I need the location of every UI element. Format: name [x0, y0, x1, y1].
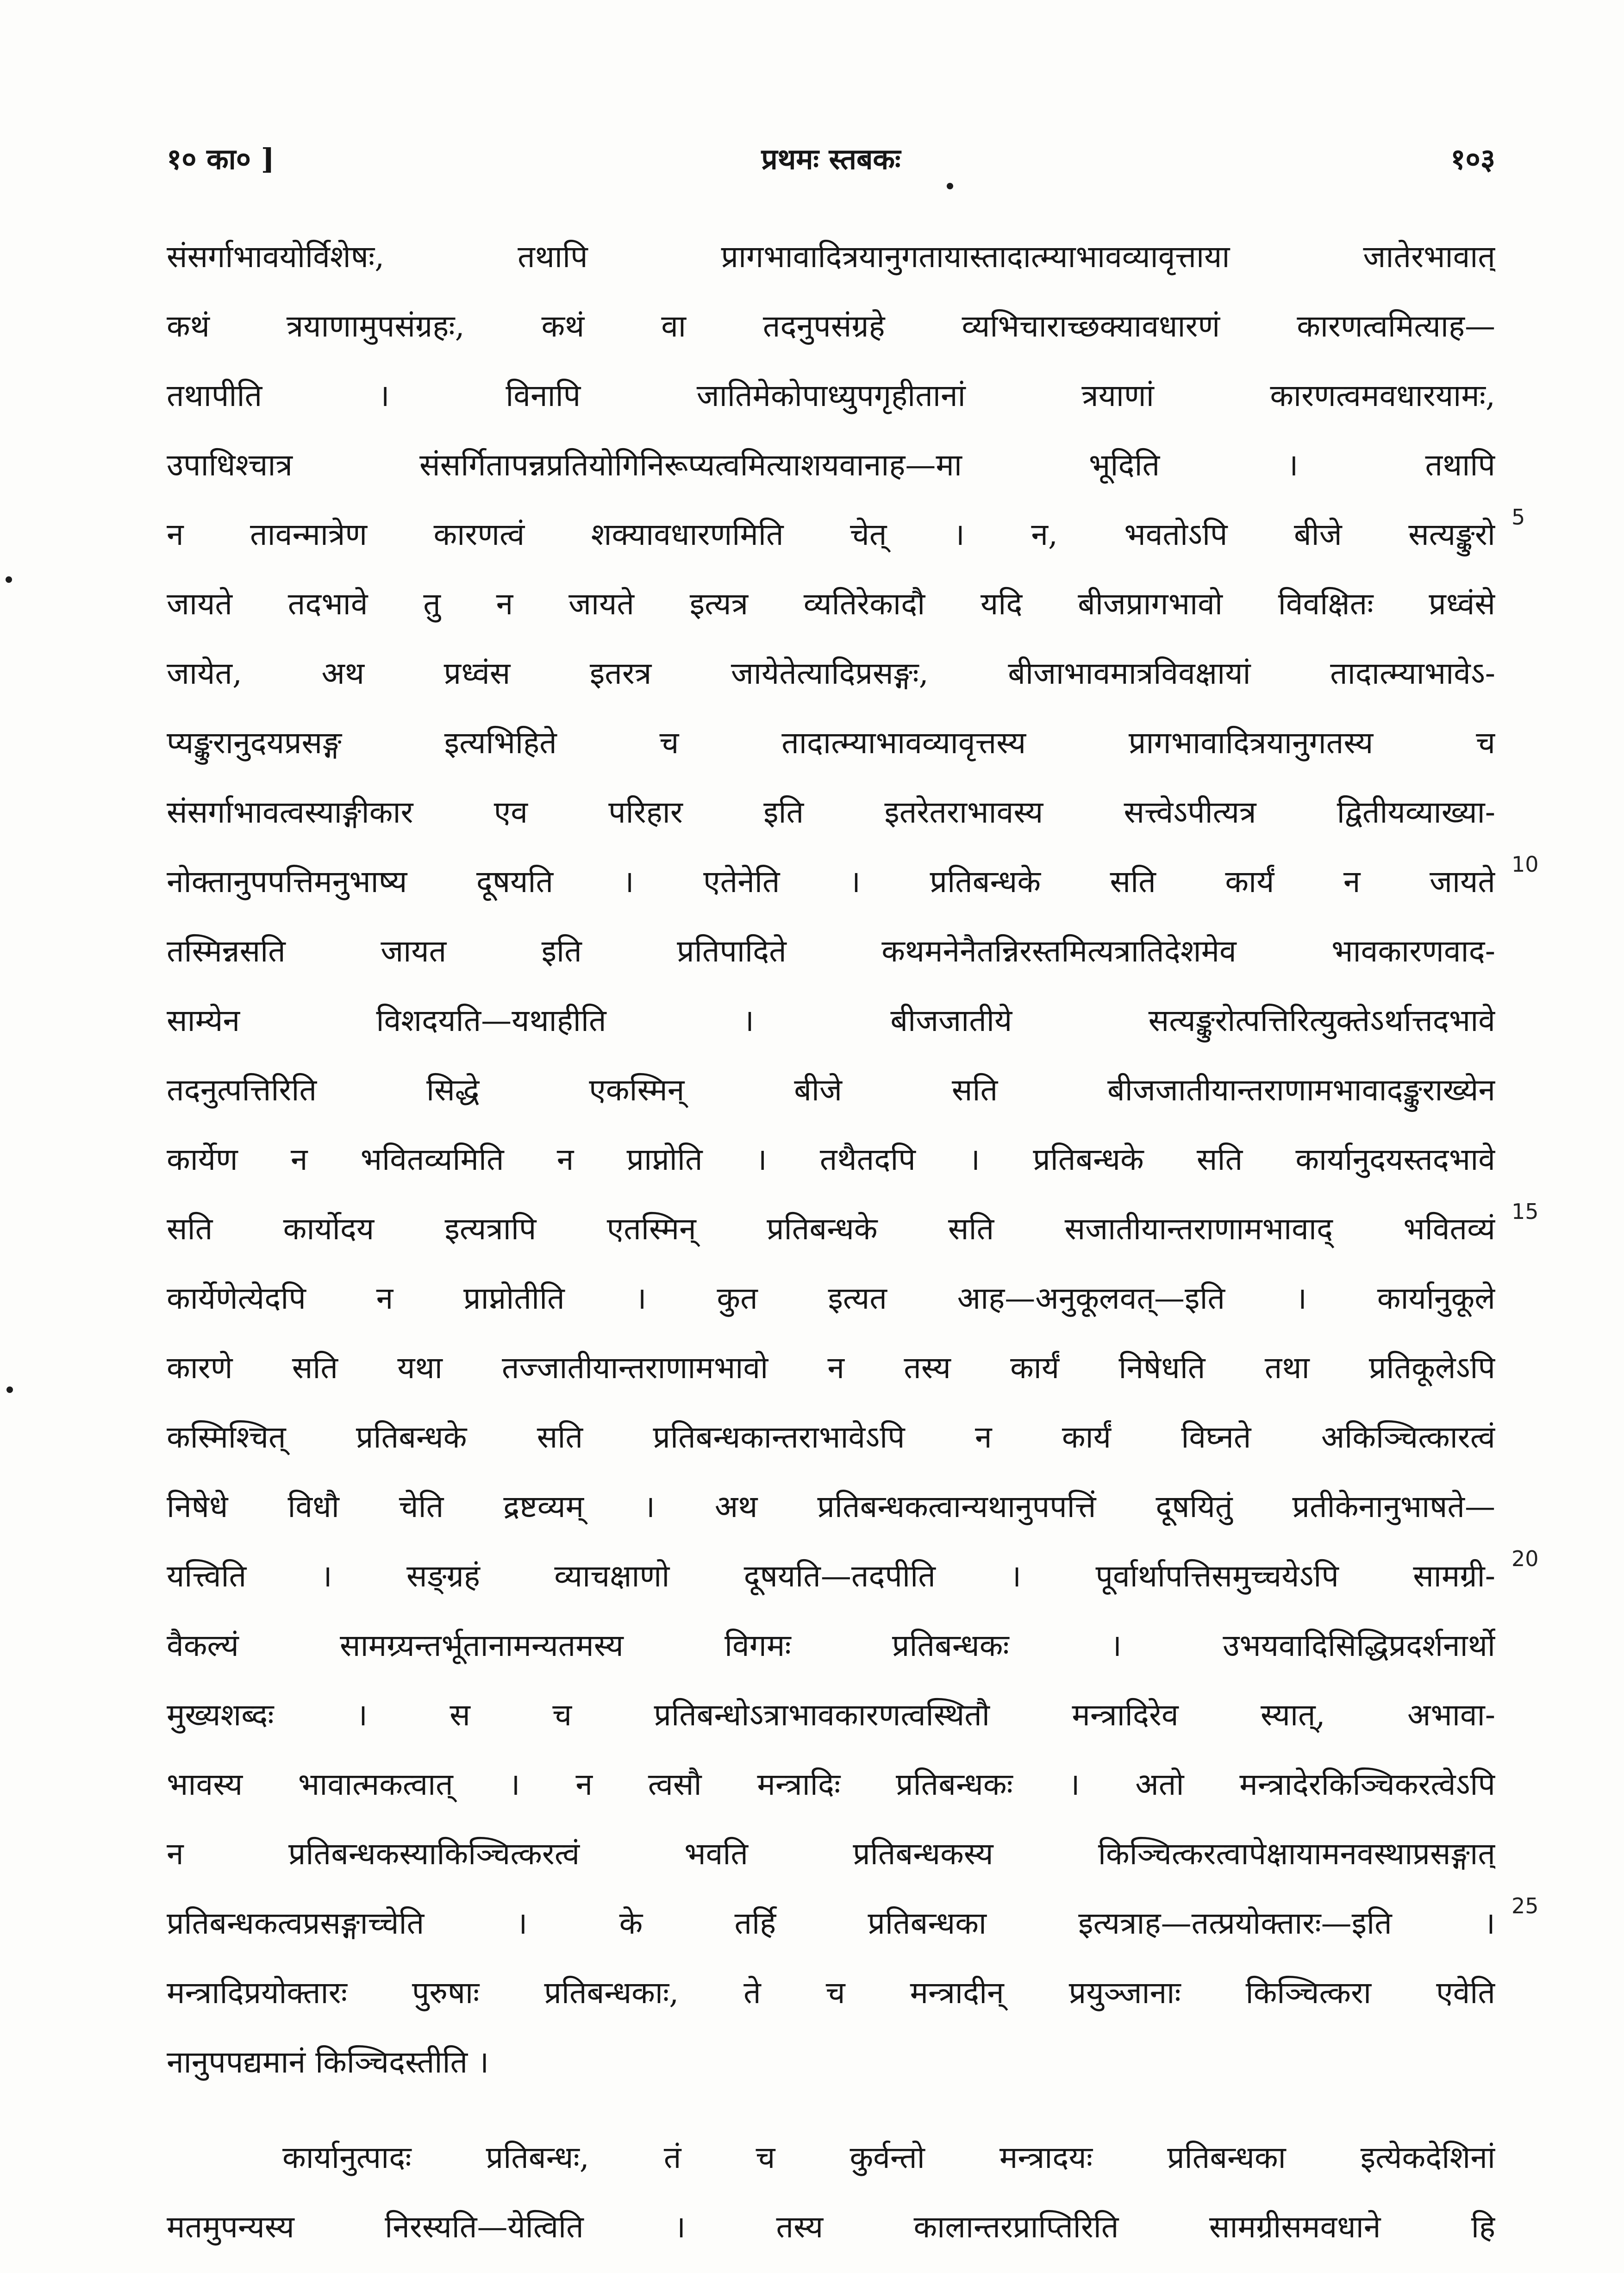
print-speck [6, 1386, 13, 1393]
text-line: कार्येण न भवितव्यमिति न प्राप्नोति । तथैतदपि । प्रतिबन्धके सति कार्यानुदयस्तदभावे [167, 1142, 1495, 1177]
margin-line-number: 15 [1512, 1199, 1539, 1224]
text-line: कस्मिश्चित् प्रतिबन्धके सति प्रतिबन्धकान्तराभावेऽपि न कार्यं विघ्नते अकिञ्चित्कारत्वं [167, 1419, 1495, 1455]
text-line: सति कार्योदय इत्यत्रापि एतस्मिन् प्रतिबन्धके सति सजातीयान्तराणामभावाद् भवितव्यं [167, 1211, 1495, 1247]
text-line: संसर्गाभावयोर्विशेषः, तथापि प्रागभावादित्रयानुगतायास्तादात्म्याभावव्यावृत्ताया जातेरभावात् [167, 239, 1495, 275]
text-line: जायेत, अथ प्रध्वंस इतरत्र जायेतेत्यादिप्रसङ्गः, बीजाभावमात्रविवक्षायां तादात्म्याभावेऽ- [167, 656, 1495, 691]
text-line: प्रतिबन्धकत्वप्रसङ्गाच्चेति । के तर्हि प्रतिबन्धका इत्यत्राह—तत्प्रयोक्तारः—इति । [167, 1905, 1495, 1941]
text-line: मतमुपन्यस्य निरस्यति—येत्विति । तस्य कालान्तरप्राप्तिरिति सामग्रीसमवधाने हि [167, 2209, 1495, 2245]
text-line: न तावन्मात्रेण कारणत्वं शक्यावधारणमिति चेत् । न, भवतोऽपि बीजे सत्यङ्कुरो [167, 517, 1495, 552]
print-speck [947, 183, 953, 189]
margin-line-number: 10 [1512, 852, 1539, 877]
margin-line-number: 20 [1512, 1546, 1539, 1571]
running-header [167, 139, 1495, 190]
text-line: कथं त्रयाणामुपसंग्रहः, कथं वा तदनुपसंग्रहे व्यभिचाराच्छक्यावधारणं कारणत्वमित्याह— [167, 308, 1495, 344]
margin-line-number: 5 [1512, 505, 1525, 530]
text-line: नोक्तानुपपत्तिमनुभाष्य दूषयति । एतेनेति । प्रतिबन्धके सति कार्यं न जायते [167, 864, 1495, 899]
text-line: तस्मिन्नसति जायत इति प्रतिपादिते कथमनेनैतन्निरस्तमित्यत्रातिदेशमेव भावकारणवाद- [167, 933, 1495, 969]
margin-line-number: 25 [1512, 1893, 1539, 1918]
text-line: भावस्य भावात्मकत्वात् । न त्वसौ मन्त्रादिः प्रतिबन्धकः । अतो मन्त्रादेरकिञ्चिकरत्वेऽपि [167, 1767, 1495, 1802]
text-line: मन्त्रादिप्रयोक्तारः पुरुषाः प्रतिबन्धकाः, ते च मन्त्रादीन् प्रयुञ्जानाः किञ्चित्करा एवेति [167, 1975, 1495, 2011]
text-line: कारणे सति यथा तज्जातीयान्तराणामभावो न तस्य कार्यं निषेधति तथा प्रतिकूलेऽपि [167, 1350, 1495, 1386]
text-line: उपाधिश्चात्र संसर्गितापन्नप्रतियोगिनिरूप्यत्वमित्याशयवानाह—मा भूदिति । तथापि [167, 447, 1495, 483]
text-line: मुख्यशब्दः । स च प्रतिबन्धोऽत्राभावकारणत्वस्थितौ मन्त्रादिरेव स्यात्, अभावा- [167, 1697, 1495, 1733]
text-line: निषेधे विधौ चेति द्रष्टव्यम् । अथ प्रतिबन्धकत्वान्यथानुपपत्तिं दूषयितुं प्रतीकेनानुभाषते— [167, 1489, 1495, 1524]
text-line: जायते तदभावे तु न जायते इत्यत्र व्यतिरेकादौ यदि बीजप्रागभावो विवक्षितः प्रध्वंसे [167, 586, 1495, 622]
text-line: यत्त्विति । सङ्ग्रहं व्याचक्षाणो दूषयति—तदपीति । पूर्वार्थापत्तिसमुच्चयेऽपि सामग्री- [167, 1558, 1495, 1594]
text-line: तदनुत्पत्तिरिति सिद्धे एकस्मिन् बीजे सति बीजजातीयान्तराणामभावादङ्कुराख्येन [167, 1072, 1495, 1108]
text-line: तथापीति । विनापि जातिमेकोपाध्युपगृहीतानां त्रयाणां कारणत्वमवधारयामः, [167, 378, 1495, 413]
text-line: कार्यानुत्पादः प्रतिबन्धः, तं च कुर्वन्तो मन्त्रादयः प्रतिबन्धका इत्येकदेशिनां [282, 2140, 1495, 2175]
section-reference: १० का० ] [167, 142, 275, 176]
text-line: प्यङ्कुरानुदयप्रसङ्ग इत्यभिहिते च तादात्म्याभावव्यावृत्तस्य प्रागभावादित्रयानुगतस्य च [167, 725, 1495, 761]
text-line: संसर्गाभावत्वस्याङ्गीकार एव परिहार इति इतरेतराभावस्य सत्त्वेऽपीत्यत्र द्वितीयव्याख्या- [167, 794, 1495, 830]
text-line: न प्रतिबन्धकस्याकिञ्चित्करत्वं भवति प्रतिबन्धकस्य किञ्चित्करत्वापेक्षायामनवस्थाप्रसङ्गात् [167, 1836, 1495, 1872]
commentary-text [167, 222, 1495, 2262]
text-line: कार्येणेत्येदपि न प्राप्नोतीति । कुत इत्यत आह—अनुकूलवत्—इति । कार्यानुकूले [167, 1280, 1495, 1316]
chapter-title: प्रथमः स्तबकः [761, 142, 901, 176]
text-line: साम्येन विशदयति—यथाहीति । बीजजातीये सत्यङ्कुरोत्पत्तिरित्युक्तेऽर्थात्तदभावे [167, 1003, 1495, 1038]
text-line: वैकल्यं सामग्र्यन्तर्भूतानामन्यतमस्य विगमः प्रतिबन्धकः । उभयवादिसिद्धिप्रदर्शनार्थो [167, 1628, 1495, 1663]
print-speck [6, 576, 12, 583]
page-number: १०३ [1450, 142, 1495, 176]
text-line: नानुपपद्यमानं किञ्चिदस्तीति । [167, 2044, 489, 2080]
